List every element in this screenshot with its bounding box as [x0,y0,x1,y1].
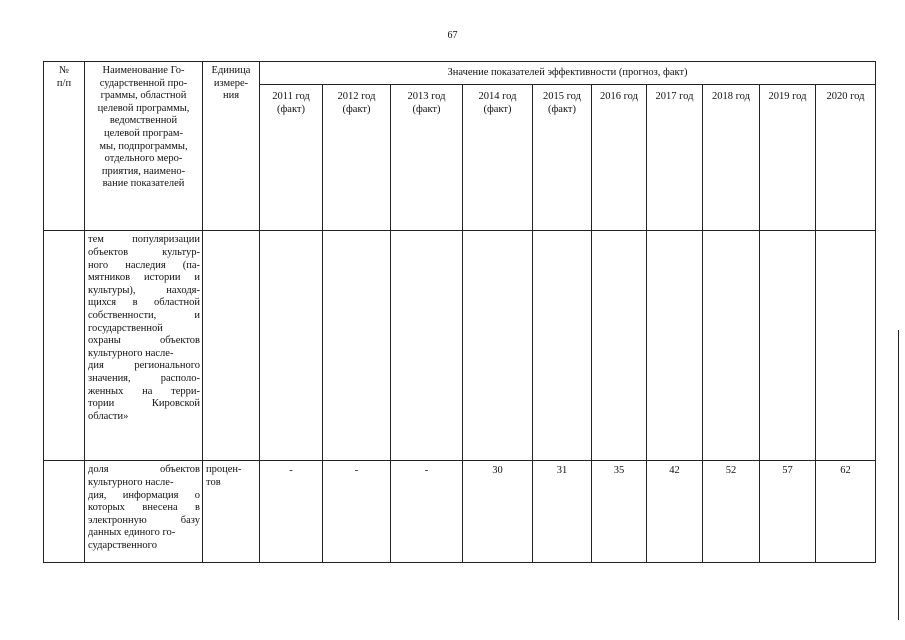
row-num [44,231,85,461]
header-year: 2019 год [760,85,816,231]
header-year: 2014 год (факт) [463,85,533,231]
row-unit [203,231,260,461]
header-num: № п/п [44,62,85,231]
row-value [703,231,760,461]
header-year: 2017 год [647,85,703,231]
header-values-group: Значение показателей эффективности (прогноз, факт) [260,62,876,85]
table-row [44,231,876,461]
header-year: 2012 год (факт) [323,85,391,231]
row-value: - [391,461,463,563]
table-row [44,461,876,563]
row-value: 57 [760,461,816,563]
header-year: 2018 год [703,85,760,231]
row-value [647,231,703,461]
page-number: 67 [447,30,458,41]
row-value: 31 [533,461,592,563]
header-year: 2013 год (факт) [391,85,463,231]
row-value [391,231,463,461]
row-num [44,461,85,563]
row-value [260,231,323,461]
header-year: 2020 год [816,85,876,231]
row-value: - [260,461,323,563]
row-value: 35 [592,461,647,563]
row-name: доля объектов культурного насле- дия, информация о которых внесена в электронную базу данных единого го- сударственного [85,461,203,563]
row-value: - [323,461,391,563]
row-value: 52 [703,461,760,563]
row-value [533,231,592,461]
row-unit: процен- тов [203,461,260,563]
row-value [760,231,816,461]
header-name: Наименование Го- сударственной про- граммы, областной целевой программы, ведомственной целевой програм- мы, подпрограммы, отдельного меро- приятия, наимено- вание показателей [85,62,203,231]
row-value [592,231,647,461]
scan-edge-line [898,330,899,620]
row-value: 42 [647,461,703,563]
row-value: 62 [816,461,876,563]
row-value [816,231,876,461]
row-value [323,231,391,461]
header-unit: Единица измере- ния [203,62,260,231]
header-year: 2011 год (факт) [260,85,323,231]
row-value [463,231,533,461]
header-year: 2015 год (факт) [533,85,592,231]
header-row-top [44,62,876,85]
header-year: 2016 год [592,85,647,231]
row-value: 30 [463,461,533,563]
row-name: тем популяризации объектов культур- ного наследия (па- мятников истории и культуры), находя- щихся в областной собственности, и государственной охраны объектов культурного насле- дия регионального значения, располо- женных на терри- тории Кировской области» [85,231,203,461]
indicators-table [43,61,876,563]
